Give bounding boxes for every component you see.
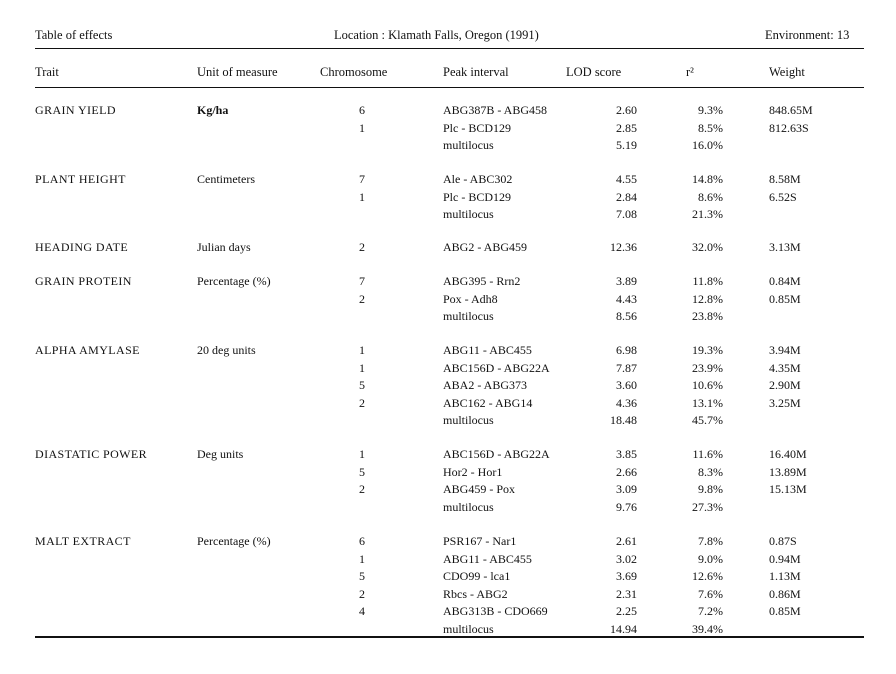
weight-cell: 4.35M — [769, 361, 801, 375]
column-header-trait: Trait — [35, 65, 59, 79]
r2-cell: 45.7% — [692, 413, 723, 427]
column-header-unit: Unit of measure — [197, 65, 278, 79]
environment-label: Environment: 13 — [765, 28, 850, 42]
peak-interval-cell: multilocus — [443, 138, 494, 152]
table-title: Table of effects — [35, 28, 113, 42]
chromosome-cell: 2 — [359, 482, 365, 496]
weight-cell: 0.94M — [769, 552, 801, 566]
lod-score-cell: 2.31 — [616, 587, 637, 601]
chromosome-cell: 1 — [359, 343, 365, 357]
r2-cell: 7.8% — [698, 534, 723, 548]
chromosome-cell: 6 — [359, 103, 365, 117]
r2-cell: 8.5% — [698, 121, 723, 135]
chromosome-cell: 7 — [359, 274, 365, 288]
r2-cell: 7.2% — [698, 604, 723, 618]
peak-interval-cell: multilocus — [443, 500, 494, 514]
lod-score-cell: 8.56 — [616, 309, 637, 323]
unit-of-measure: Deg units — [197, 447, 244, 461]
weight-cell: 6.52S — [769, 190, 797, 204]
r2-cell: 11.8% — [692, 274, 723, 288]
peak-interval-cell: Hor2 - Hor1 — [443, 465, 503, 479]
chromosome-cell: 1 — [359, 190, 365, 204]
weight-cell: 0.87S — [769, 534, 797, 548]
unit-of-measure: 20 deg units — [197, 343, 256, 357]
peak-interval-cell: ABG2 - ABG459 — [443, 240, 528, 254]
column-header-lod-score: LOD score — [566, 65, 622, 79]
peak-interval-cell: PSR167 - Nar1 — [443, 534, 517, 548]
lod-score-cell: 3.89 — [616, 274, 637, 288]
lod-score-cell: 4.55 — [616, 172, 637, 186]
peak-interval-cell: CDO99 - lca1 — [443, 569, 511, 583]
peak-interval-cell: multilocus — [443, 622, 494, 636]
peak-interval-cell: ABC162 - ABG14 — [443, 396, 533, 410]
peak-interval-cell: ABG313B - CDO669 — [443, 604, 548, 618]
lod-score-cell: 6.98 — [616, 343, 637, 357]
weight-cell: 0.86M — [769, 587, 801, 601]
weight-cell: 812.63S — [769, 121, 809, 135]
peak-interval-cell: ABC156D - ABG22A — [443, 447, 550, 461]
column-header-weight: Weight — [769, 65, 805, 79]
column-header-r2: r² — [686, 65, 694, 79]
unit-of-measure: Julian days — [197, 240, 251, 254]
r2-cell: 7.6% — [698, 587, 723, 601]
r2-cell: 39.4% — [692, 622, 723, 636]
chromosome-cell: 1 — [359, 121, 365, 135]
lod-score-cell: 4.43 — [616, 292, 637, 306]
lod-score-cell: 4.36 — [616, 396, 637, 410]
weight-cell: 1.13M — [769, 569, 801, 583]
top-rule — [35, 48, 864, 49]
r2-cell: 13.1% — [692, 396, 723, 410]
peak-interval-cell: ABG395 - Rrn2 — [443, 274, 521, 288]
lod-score-cell: 7.87 — [616, 361, 637, 375]
weight-cell: 0.85M — [769, 604, 801, 618]
trait-name: HEADING DATE — [35, 240, 129, 254]
lod-score-cell: 9.76 — [616, 500, 637, 514]
lod-score-cell: 2.85 — [616, 121, 637, 135]
lod-score-cell: 2.60 — [616, 103, 637, 117]
unit-of-measure: Percentage (%) — [197, 534, 271, 548]
trait-name: MALT EXTRACT — [35, 534, 131, 548]
chromosome-cell: 4 — [359, 604, 365, 618]
trait-name: ALPHA AMYLASE — [35, 343, 140, 357]
trait-name: GRAIN PROTEIN — [35, 274, 132, 288]
peak-interval-cell: multilocus — [443, 413, 494, 427]
peak-interval-cell: Plc - BCD129 — [443, 121, 512, 135]
peak-interval-cell: Rbcs - ABG2 — [443, 587, 508, 601]
peak-interval-cell: ABG387B - ABG458 — [443, 103, 548, 117]
trait-name: GRAIN YIELD — [35, 103, 116, 117]
chromosome-cell: 5 — [359, 569, 365, 583]
chromosome-cell: 2 — [359, 292, 365, 306]
lod-score-cell: 14.94 — [610, 622, 637, 636]
column-header-peak-interval: Peak interval — [443, 65, 509, 79]
chromosome-cell: 7 — [359, 172, 365, 186]
r2-cell: 23.9% — [692, 361, 723, 375]
r2-cell: 21.3% — [692, 207, 723, 221]
r2-cell: 16.0% — [692, 138, 723, 152]
weight-cell: 848.65M — [769, 103, 813, 117]
weight-cell: 3.94M — [769, 343, 801, 357]
lod-score-cell: 2.84 — [616, 190, 637, 204]
trait-name: PLANT HEIGHT — [35, 172, 126, 186]
lod-score-cell: 7.08 — [616, 207, 637, 221]
peak-interval-cell: Pox - Adh8 — [443, 292, 498, 306]
header-rule — [35, 87, 864, 88]
r2-cell: 9.3% — [698, 103, 723, 117]
column-header-chromosome: Chromosome — [320, 65, 388, 79]
lod-score-cell: 2.61 — [616, 534, 637, 548]
chromosome-cell: 1 — [359, 447, 365, 461]
unit-of-measure: Percentage (%) — [197, 274, 271, 288]
location-label: Location : Klamath Falls, Oregon (1991) — [334, 28, 539, 42]
r2-cell: 12.6% — [692, 569, 723, 583]
r2-cell: 9.8% — [698, 482, 723, 496]
peak-interval-cell: ABG11 - ABC455 — [443, 552, 532, 566]
chromosome-cell: 2 — [359, 396, 365, 410]
weight-cell: 0.84M — [769, 274, 801, 288]
r2-cell: 32.0% — [692, 240, 723, 254]
r2-cell: 10.6% — [692, 378, 723, 392]
lod-score-cell: 5.19 — [616, 138, 637, 152]
r2-cell: 14.8% — [692, 172, 723, 186]
peak-interval-cell: multilocus — [443, 309, 494, 323]
lod-score-cell: 3.09 — [616, 482, 637, 496]
chromosome-cell: 2 — [359, 240, 365, 254]
chromosome-cell: 2 — [359, 587, 365, 601]
weight-cell: 3.13M — [769, 240, 801, 254]
lod-score-cell: 3.02 — [616, 552, 637, 566]
weight-cell: 16.40M — [769, 447, 807, 461]
peak-interval-cell: multilocus — [443, 207, 494, 221]
chromosome-cell: 1 — [359, 552, 365, 566]
weight-cell: 15.13M — [769, 482, 807, 496]
r2-cell: 9.0% — [698, 552, 723, 566]
peak-interval-cell: ABC156D - ABG22A — [443, 361, 550, 375]
lod-score-cell: 3.69 — [616, 569, 637, 583]
lod-score-cell: 3.85 — [616, 447, 637, 461]
lod-score-cell: 2.25 — [616, 604, 637, 618]
peak-interval-cell: ABG11 - ABC455 — [443, 343, 532, 357]
r2-cell: 19.3% — [692, 343, 723, 357]
weight-cell: 13.89M — [769, 465, 807, 479]
weight-cell: 3.25M — [769, 396, 801, 410]
r2-cell: 8.6% — [698, 190, 723, 204]
lod-score-cell: 18.48 — [610, 413, 637, 427]
unit-of-measure: Centimeters — [197, 172, 255, 186]
weight-cell: 0.85M — [769, 292, 801, 306]
chromosome-cell: 6 — [359, 534, 365, 548]
bottom-rule — [35, 636, 864, 638]
unit-of-measure: Kg/ha — [197, 103, 229, 117]
peak-interval-cell: ABG459 - Pox — [443, 482, 516, 496]
r2-cell: 11.6% — [692, 447, 723, 461]
peak-interval-cell: Ale - ABC302 — [443, 172, 513, 186]
chromosome-cell: 5 — [359, 378, 365, 392]
r2-cell: 23.8% — [692, 309, 723, 323]
r2-cell: 8.3% — [698, 465, 723, 479]
weight-cell: 8.58M — [769, 172, 801, 186]
chromosome-cell: 1 — [359, 361, 365, 375]
weight-cell: 2.90M — [769, 378, 801, 392]
trait-name: DIASTATIC POWER — [35, 447, 148, 461]
peak-interval-cell: Plc - BCD129 — [443, 190, 512, 204]
peak-interval-cell: ABA2 - ABG373 — [443, 378, 528, 392]
lod-score-cell: 3.60 — [616, 378, 637, 392]
r2-cell: 12.8% — [692, 292, 723, 306]
lod-score-cell: 2.66 — [616, 465, 637, 479]
chromosome-cell: 5 — [359, 465, 365, 479]
lod-score-cell: 12.36 — [610, 240, 637, 254]
r2-cell: 27.3% — [692, 500, 723, 514]
